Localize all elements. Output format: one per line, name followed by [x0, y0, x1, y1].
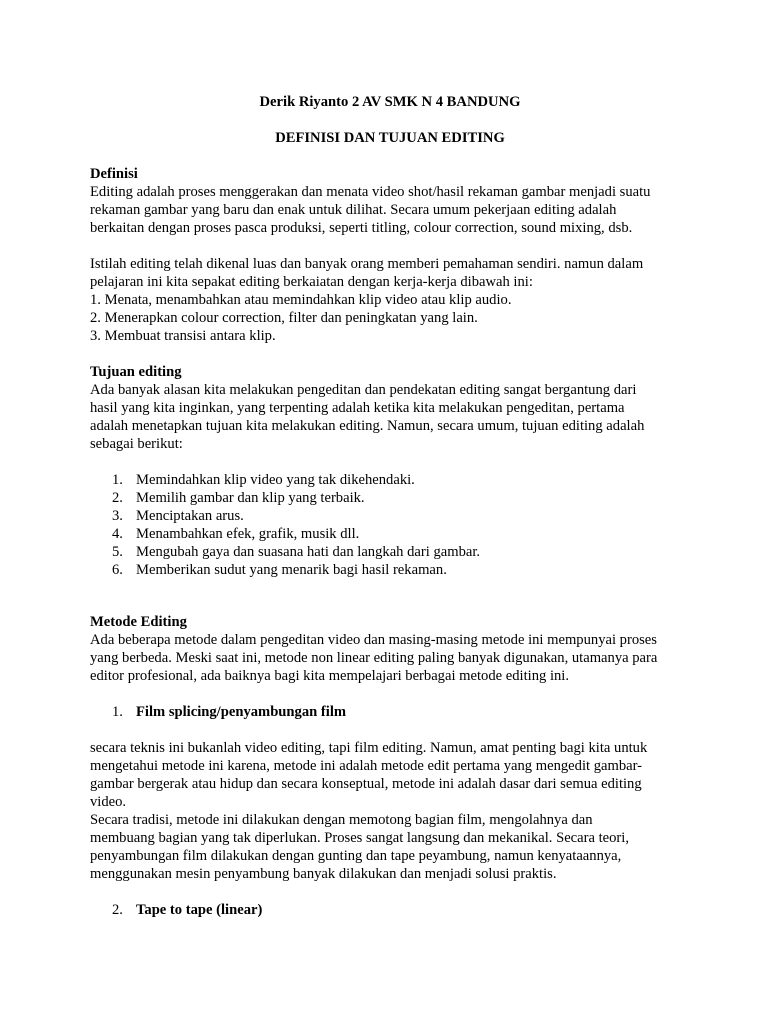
list-number: 1. [112, 472, 123, 488]
list-number: 2. [112, 902, 123, 918]
list-item [90, 507, 690, 525]
spacer [90, 453, 690, 471]
list-text: Memilih gambar dan klip yang terbaik. [136, 490, 365, 506]
method-2-title: Tape to tape (linear) [136, 902, 263, 918]
list-item [90, 489, 690, 507]
list-number: 4. [112, 526, 123, 542]
definisi-list [90, 291, 690, 345]
spacer [90, 345, 690, 363]
method-1-heading [90, 703, 690, 721]
list-number: 1. [112, 704, 123, 720]
list-text: Memberikan sudut yang menarik bagi hasil rekaman. [136, 562, 447, 578]
list-text: Menciptakan arus. [136, 508, 244, 524]
spacer [90, 237, 690, 255]
metode-heading: Metode Editing [90, 614, 187, 630]
definisi-paragraph-2: Istilah editing telah dikenal luas dan banyak orang memberi pemahaman sendiri. namun dalam pelajaran ini kita sepakat editing berkaiatan dengan kerja-kerja dibawah ini: [90, 256, 644, 290]
method-1-paragraph-2: Secara tradisi, metode ini dilakukan dengan memotong bagian film, mengolahnya dan membuang bagian yang tak diperlukan. Proses sangat langsung dan mekanikal. Secara teori, penyambungan film dilakukan dengan gunting dan tape peyambung, namun kenyataannya, menggunakan mesin penyambung banyak dilakukan dan menjadi solusi praktis. [90, 812, 629, 882]
document-content [90, 93, 690, 919]
metode-paragraph: Ada beberapa metode dalam pengeditan video dan masing-masing metode ini mempunyai proses yang berbeda. Meski saat ini, metode non linear editing paling banyak digunakan, utamanya para editor profesional, ada baiknya bagi kita mempelajari berbagai metode editing ini. [90, 632, 658, 684]
method-2-heading [90, 901, 690, 919]
list-text: Memindahkan klip video yang tak dikehendaki. [136, 472, 415, 488]
definisi-heading: Definisi [90, 166, 138, 182]
list-item: 3. Membuat transisi antara klip. [90, 328, 276, 344]
definisi-paragraph-1: Editing adalah proses menggerakan dan menata video shot/hasil rekaman gambar menjadi suatu rekaman gambar yang baru dan enak untuk dilihat. Secara umum pekerjaan editing adalah berkaitan dengan proses pasca produksi, seperti titling, colour correction, sound mixing, dsb. [90, 184, 651, 236]
list-item [90, 543, 690, 561]
list-item [90, 561, 690, 579]
tujuan-list [90, 471, 690, 579]
spacer [90, 721, 690, 739]
list-number: 3. [112, 508, 123, 524]
list-number: 2. [112, 490, 123, 506]
list-text: Mengubah gaya dan suasana hati dan langkah dari gambar. [136, 544, 481, 560]
author-header: Derik Riyanto 2 AV SMK N 4 BANDUNG [259, 94, 521, 110]
tujuan-heading: Tujuan editing [90, 364, 182, 380]
spacer [90, 883, 690, 901]
spacer [90, 685, 690, 703]
list-text: Menambahkan efek, grafik, musik dll. [136, 526, 360, 542]
document-title: DEFINISI DAN TUJUAN EDITING [275, 130, 505, 146]
list-item [90, 471, 690, 489]
spacer [90, 579, 690, 613]
tujuan-paragraph: Ada banyak alasan kita melakukan pengeditan dan pendekatan editing sangat bergantung dari hasil yang kita inginkan, yang terpenting adalah ketika kita melakukan pengeditan, pertama adalah menetapkan tujuan kita melakukan editing. Namun, secara umum, tujuan editing adalah sebagai berikut: [90, 382, 645, 452]
list-number: 6. [112, 562, 123, 578]
method-1-paragraph-1: secara teknis ini bukanlah video editing, tapi film editing. Namun, amat penting bagi kita untuk mengetahui metode ini karena, metode ini adalah metode edit pertama yang mengedit gambar- gambar bergerak atau hidup dan secara konseptual, metode ini adalah dasar dari semua editing video. [90, 740, 648, 810]
method-1-title: Film splicing/penyambungan film [136, 704, 347, 720]
list-number: 5. [112, 544, 123, 560]
list-item: 1. Menata, menambahkan atau memindahkan klip video atau klip audio. [90, 292, 512, 308]
list-item [90, 525, 690, 543]
list-item: 2. Menerapkan colour correction, filter dan peningkatan yang lain. [90, 310, 478, 326]
